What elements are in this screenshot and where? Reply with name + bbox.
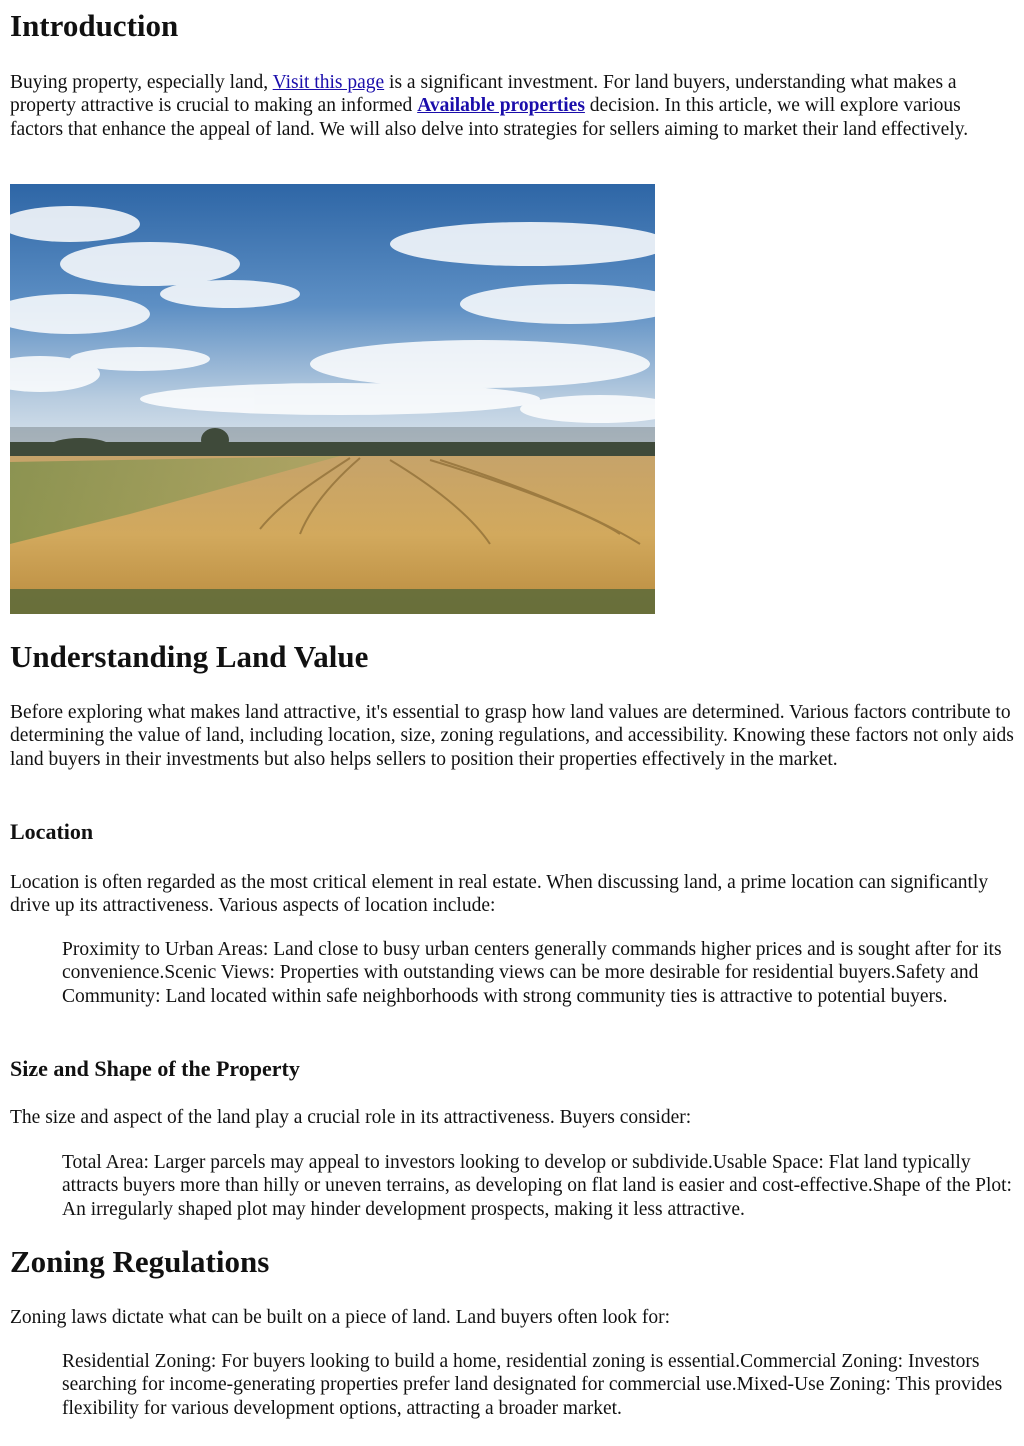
wheat-field-image — [10, 184, 655, 614]
land-value-paragraph: Before exploring what makes land attractive, it's essential to grasp how land values are determined. Various factors contribute to determining the value of land, including location, size, zoning regulations, and accessibility. Knowing these factors not only aids land buyers in their investments but also helps sellers to position their properties effectively in the market. — [10, 702, 1014, 770]
intro-paragraph: Buying property, especially land, Visit this page is a significant investment. For land buyers, understanding what makes a property attractive is crucial to making an informed Available properties decision. In this article, we will explore various factors that enhance the appeal of land. We will also delve into strategies for sellers aiming to market their land effectively. — [10, 72, 969, 140]
intro-heading: Introduction — [10, 8, 179, 43]
size-shape-list: Total Area: Larger parcels may appeal to investors looking to develop or subdivide.Usable Space: Flat land typically attracts buyers more than hilly or uneven terrains, as developing on flat land is easier and cost-effective.Shape of the Plot: An irregularly shaped plot may hinder development prospects, making it less attractive. — [62, 1152, 1012, 1220]
visit-page-link[interactable]: Visit this page — [272, 72, 385, 93]
location-heading: Location — [10, 819, 94, 844]
location-paragraph: Location is often regarded as the most critical element in real estate. When discussing land, a prime location can significantly drive up its attractiveness. Various aspects of location include: — [10, 872, 989, 917]
size-shape-heading: Size and Shape of the Property — [10, 1056, 300, 1081]
size-shape-paragraph: The size and aspect of the land play a crucial role in its attractiveness. Buyers consider: — [10, 1107, 692, 1128]
zoning-paragraph: Zoning laws dictate what can be built on a piece of land. Land buyers often look for: — [10, 1307, 671, 1328]
available-properties-link[interactable]: Available properties — [417, 95, 585, 117]
zoning-heading: Zoning Regulations — [10, 1244, 270, 1279]
zoning-list: Residential Zoning: For buyers looking to build a home, residential zoning is essential.Commercial Zoning: Investors searching for income-generating properties prefer land designated for commercial use.Mixed-Use Zoning: This provides flexibility for various development options, attracting a broader market. — [62, 1351, 1003, 1419]
land-value-heading: Understanding Land Value — [10, 639, 369, 674]
location-list: Proximity to Urban Areas: Land close to busy urban centers generally commands higher prices and is sought after for its convenience.Scenic Views: Properties with outstanding views can be more desirable for residential buyers.Safety and Community: Land located within safe neighborhoods with strong community ties is attractive to potential buyers. — [62, 939, 1002, 1007]
